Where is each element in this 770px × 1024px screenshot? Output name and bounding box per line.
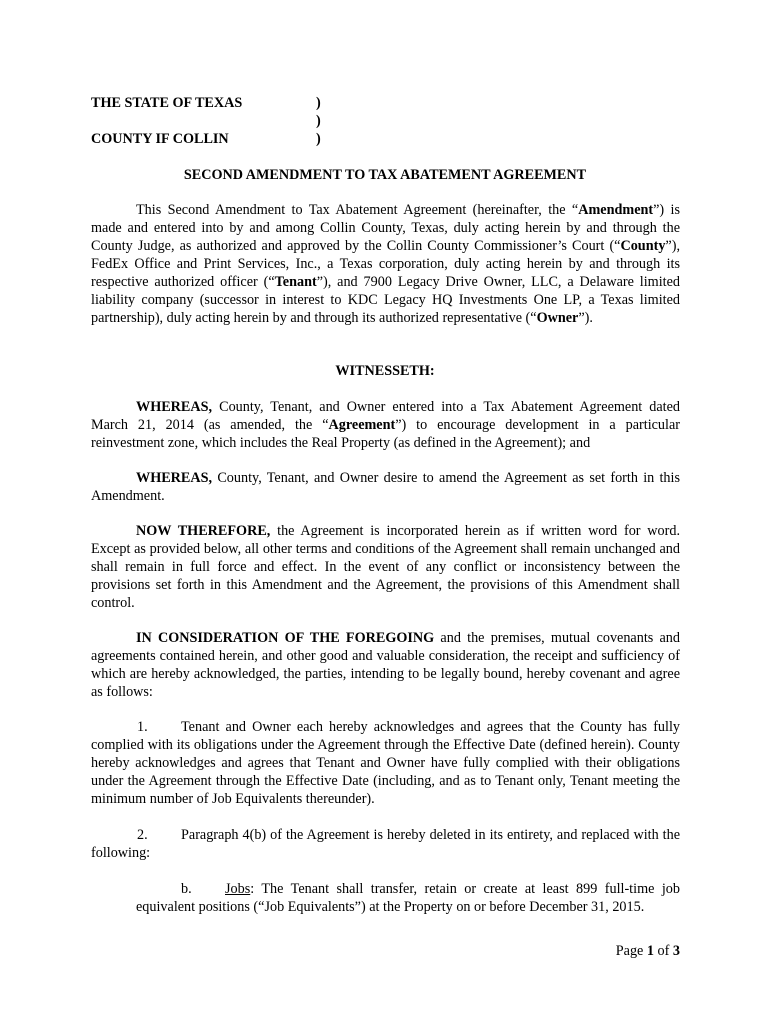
item-text: Tenant and Owner each hereby acknowledges and agrees that the County has fully complied with its obligations under the Agreement through the Effective Date (defined herein). County hereby acknowledges and agrees that Tenant and Owner have fully complied with their obligations under the Agreement through the Effective Date (including, and as to Tenant only, Tenant meeting the minimum number of Job Equivalents thereunder). xyxy=(91,719,680,807)
caption-row-state xyxy=(91,94,391,112)
item-text: Paragraph 4(b) of the Agreement is hereby deleted in its entirety, and replaced with the following: xyxy=(91,827,680,861)
document-title: SECOND AMENDMENT TO TAX ABATEMENT AGREEMENT xyxy=(183,167,587,183)
consideration-lead: IN CONSIDERATION OF THE FOREGOING xyxy=(136,630,435,646)
defined-term-county: County xyxy=(620,238,666,254)
intro-text: ”), FedEx Office and Print Services, Inc., a Texas corporation, duly acting herein by and through its respective authorized officer (“ xyxy=(91,238,680,290)
footer-total-pages: 3 xyxy=(672,943,680,959)
caption-paren: ) xyxy=(316,131,321,147)
case-caption xyxy=(91,94,391,148)
footer-of-word: of xyxy=(653,943,673,959)
caption-row-county xyxy=(91,130,391,148)
numbered-item-1 xyxy=(91,718,680,808)
consideration-paragraph xyxy=(91,629,680,701)
now-therefore-paragraph xyxy=(91,522,680,612)
whereas-text: County, Tenant, and Owner desire to amend the Agreement as set forth in this Amendment. xyxy=(91,470,680,504)
numbered-item-2 xyxy=(91,826,680,862)
intro-text: ”), and 7900 Legacy Drive Owner, LLC, a Delaware limited liability company (successor in interest to KDC Legacy HQ Investments One LP, a Texas limited partnership), duly acting herein by and through its authorized representative (“ xyxy=(91,274,680,326)
intro-text: This Second Amendment to Tax Abatement Agreement (hereinafter, the “ xyxy=(136,202,579,218)
caption-paren: ) xyxy=(316,95,321,111)
whereas-text: County, Tenant, and Owner entered into a Tax Abatement Agreement dated March 21, 2014 (as amended, the “ xyxy=(91,399,680,433)
defined-term-amendment: Amendment xyxy=(578,202,654,218)
witnesseth-heading: WITNESSETH: xyxy=(335,363,435,379)
caption-row-blank xyxy=(91,112,391,130)
intro-text: ”). xyxy=(578,310,593,326)
intro-text: ”) is made and entered into by and among Collin County, Texas, duly acting herein by and through the County Judge, as authorized and approved by the Collin County Commissioner’s Court (“ xyxy=(91,202,680,254)
whereas-text: ”) to encourage development in a particular reinvestment zone, which includes the Real Property (as defined in the Agreement); and xyxy=(91,417,680,451)
caption-paren: ) xyxy=(316,113,321,129)
footer-page-word: Page xyxy=(615,943,647,959)
whereas-paragraph-2 xyxy=(91,469,680,505)
caption-state: THE STATE OF TEXAS xyxy=(91,95,243,111)
sub-item-text: : The Tenant shall transfer, retain or create at least 899 full-time job equivalent positions (“Job Equivalents”) at the Property on or before December 31, 2015. xyxy=(136,881,680,915)
now-therefore-text: the Agreement is incorporated herein as if written word for word. Except as provided below, all other terms and conditions of the Agreement shall remain unchanged and shall remain in full force and effect. In the event of any conflict or inconsistency between the provisions set forth in this Amendment and the Agreement, the provisions of this Amendment shall control. xyxy=(91,523,680,611)
sub-item-b xyxy=(136,880,680,916)
item-number: 1. xyxy=(137,719,148,735)
intro-paragraph xyxy=(91,201,680,327)
sub-item-letter: b. xyxy=(181,881,192,897)
consideration-text: and the premises, mutual covenants and agreements contained herein, and other good and valuable consideration, the receipt and sufficiency of which are hereby acknowledged, the parties, intending to be legally bound, hereby covenant and agree as follows: xyxy=(91,630,680,700)
defined-term-owner: Owner xyxy=(536,310,579,326)
defined-term-agreement: Agreement xyxy=(328,417,396,433)
whereas-lead: WHEREAS, xyxy=(136,399,213,415)
item-number: 2. xyxy=(137,827,148,843)
now-therefore-lead: NOW THEREFORE, xyxy=(136,523,271,539)
footer-page-number: 1 xyxy=(646,943,654,959)
page-footer xyxy=(616,942,680,960)
whereas-paragraph-1 xyxy=(91,398,680,452)
caption-county: COUNTY IF COLLIN xyxy=(91,131,229,147)
sub-item-label: Jobs xyxy=(225,881,251,897)
defined-term-tenant: Tenant xyxy=(274,274,317,290)
whereas-lead: WHEREAS, xyxy=(136,470,213,486)
